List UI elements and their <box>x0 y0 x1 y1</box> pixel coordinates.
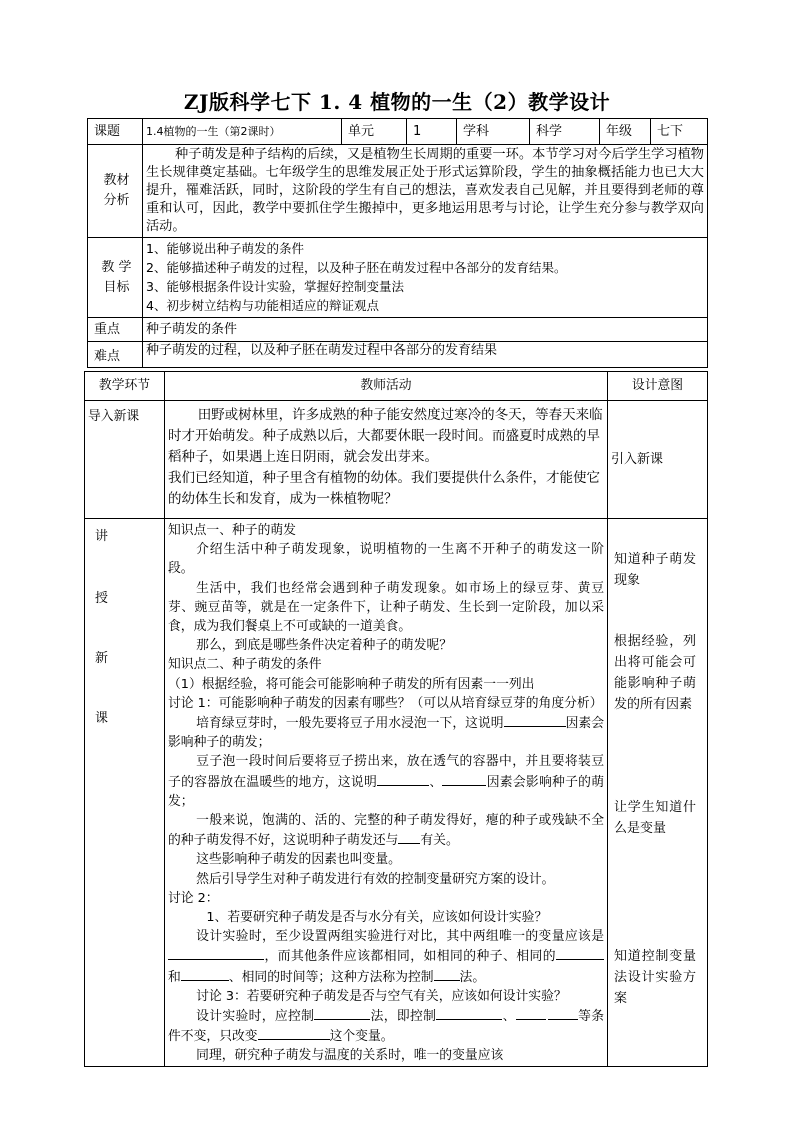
fill-blank <box>168 946 264 960</box>
fill-blank <box>516 1006 546 1020</box>
intent-note: 根据经验，列出将可能会可能影响种子萌发的所有因素 <box>614 634 696 712</box>
difficult-row <box>88 342 708 368</box>
subject-value: 科学 <box>530 119 600 145</box>
goals-row <box>88 238 708 318</box>
water-paragraph: 培育绿豆芽时，一般先要将豆子用水浸泡一下，这说明 因素会影响种子的萌发； <box>168 713 604 752</box>
intro-intent: 引入新课 <box>608 401 708 519</box>
goal-item: 3、能够根据条件设计实验，掌握好控制变量法 <box>146 279 404 294</box>
fill-blank <box>398 830 420 844</box>
discussion-2-question: 1、若要研究种子萌发是否与水分有关，应该如何设计实验？ <box>206 910 548 926</box>
fill-blank <box>556 946 604 960</box>
page-title: ZJ版科学七下 1. 4 植物的一生（2）教学设计 <box>183 90 611 114</box>
goal-item: 1、能够说出种子萌发的条件 <box>146 241 304 256</box>
fill-blank <box>504 713 566 727</box>
head-intent: 设计意图 <box>608 372 708 401</box>
intro-stage: 导入新课 <box>85 401 165 519</box>
seed-paragraph: 一般来说，饱满的、活的、完整的种子萌发得好，瘪的种子或残缺不全的种子萌发得不好，这说明种子萌发还与 有关。 <box>168 813 604 849</box>
difficult-text: 种子萌发的过程，以及种子胚在萌发过程中各部分的发育结果 <box>143 342 708 368</box>
fill-blank <box>314 1006 370 1020</box>
stage-char: 讲 <box>95 529 109 544</box>
lesson-table <box>84 371 708 1067</box>
fill-blank <box>434 967 460 981</box>
temperature-paragraph: 同理，研究种子萌发与温度的关系时，唯一的变量应该 <box>196 1048 504 1064</box>
d2-paragraph: 设计实验时，至少设置两组实验进行对比，其中两组唯一的变量应该是，而其他条件应该都相同，如相同的种子、相同的和 、相同的时间等；这种方法称为控制 法。 <box>168 929 604 985</box>
d3-paragraph: 设计实验时，应控制 法，即控制 、 等条件不变，只改变 这个变量。 <box>168 1006 604 1046</box>
fill-blank <box>442 772 486 786</box>
variable-paragraph: 这些影响种子萌发的因素也叫变量。 <box>196 852 401 868</box>
stage-char: 新 <box>95 651 109 666</box>
topic-label: 课题 <box>88 119 143 145</box>
goal-item: 2、能够描述种子萌发的过程，以及种子胚在萌发过程中各部分的发育结果。 <box>146 260 567 275</box>
analysis-label: 教材 分析 <box>88 145 143 238</box>
fill-blank <box>258 1026 330 1040</box>
intent-note: 知道种子萌发现象 <box>614 552 696 588</box>
grade-value: 七下 <box>651 119 708 145</box>
goals-label: 教 学 目标 <box>88 238 143 318</box>
main-stage <box>85 519 165 1067</box>
head-teacher: 教师活动 <box>165 372 608 401</box>
discussion-1: 讨论 1：可能影响种子萌发的因素有哪些？（可以从培育绿豆芽的角度分析） <box>168 695 603 711</box>
key-label: 重点 <box>88 318 143 342</box>
fill-blank <box>436 1006 502 1020</box>
key-text: 种子萌发的条件 <box>143 318 708 342</box>
intent-note: 让学生知道什么是变量 <box>614 800 696 836</box>
kp2-heading: 知识点二、种子萌发的条件 <box>168 657 322 673</box>
key-row <box>88 318 708 342</box>
head-stage: 教学环节 <box>85 372 165 401</box>
discussion-2: 讨论 2： <box>168 890 219 906</box>
intro-paragraph: 田野或树林里，许多成熟的种子能安然度过寒冷的冬天，等春天来临时才开始萌发。种子成熟以后，大都要休眠一段时间。而盛夏时成熟的早稻种子，如果遇上连日阴雨，就会发出芽来。 <box>168 407 603 465</box>
kp1-paragraph: 生活中，我们也经常会遇到种子萌发现象。如市场上的绿豆芽、黄豆芽、豌豆苗等，就是在一定条件下，让种子萌发、生长到一定阶段，加以采食，成为我们餐桌上不可或缺的一道美食。 <box>168 580 604 635</box>
main-intent <box>608 519 708 1067</box>
intro-row <box>85 401 708 519</box>
topic-row <box>88 119 708 145</box>
grade-label: 年级 <box>600 119 651 145</box>
fill-blank <box>548 1006 578 1020</box>
unit-label: 单元 <box>342 119 407 145</box>
main-row <box>85 519 708 1067</box>
lesson-header-row <box>85 372 708 401</box>
difficult-label: 难点 <box>88 342 143 368</box>
goal-item: 4、初步树立结构与功能相适应的辩证观点 <box>146 298 379 313</box>
analysis-row <box>88 145 708 238</box>
guide-paragraph: 然后引导学生对种子萌发进行有效的控制变量研究方案的设计。 <box>196 871 555 887</box>
kp2-step: （1）根据经验，将可能会可能影响种子萌发的所有因素一一列出 <box>168 676 535 692</box>
unit-value: 1 <box>407 119 457 145</box>
fill-blank <box>181 967 229 981</box>
discussion-3: 讨论 3：若要研究种子萌发是否与空气有关，应该如何设计实验？ <box>196 988 567 1004</box>
intro-paragraph: 我们已经知道，种子里含有植物的幼体。我们要提供什么条件，才能使它的幼体生长和发育，成为一株植物呢？ <box>168 470 600 507</box>
analysis-text: 种子萌发是种子结构的后续，又是植物生长周期的重要一环。本节学习对今后学生学习植物 生长规律奠定基础。七年级学生的思维发展正处于形式运算阶段，学生的抽象概括能力也已大大提升，罹难活跃，同时，这阶段的学生有自己的想法，喜欢发表自己见解，并且要得到老师的尊重和认可，因此，教学中要抓住学生搬掉中，更多地运用思考与讨论，让学生充分参与教学双向活动。 <box>146 147 704 234</box>
fill-blank <box>377 772 429 786</box>
stage-char: 授 <box>95 591 109 606</box>
intent-note: 知道控制变量法设计实验方案 <box>614 949 696 1006</box>
stage-char: 课 <box>95 711 109 726</box>
kp1-heading: 知识点一、种子的萌发 <box>168 523 296 538</box>
air-paragraph: 豆子泡一段时间后要将豆子捞出来，放在透气的容器中，并且要将装豆子的容器放在温暖些的地方，这说明 、 因素会影响种子的萌发； <box>168 754 605 809</box>
info-table <box>87 118 708 368</box>
topic-value: 1.4植物的一生（第2课时） <box>143 119 342 145</box>
kp1-paragraph: 介绍生活中种子萌发现象，说明植物的一生离不开种子的萌发这一阶段。 <box>168 542 604 577</box>
kp1-paragraph: 那么，到底是哪些条件决定着种子的萌发呢？ <box>196 638 453 654</box>
subject-label: 学科 <box>457 119 530 145</box>
